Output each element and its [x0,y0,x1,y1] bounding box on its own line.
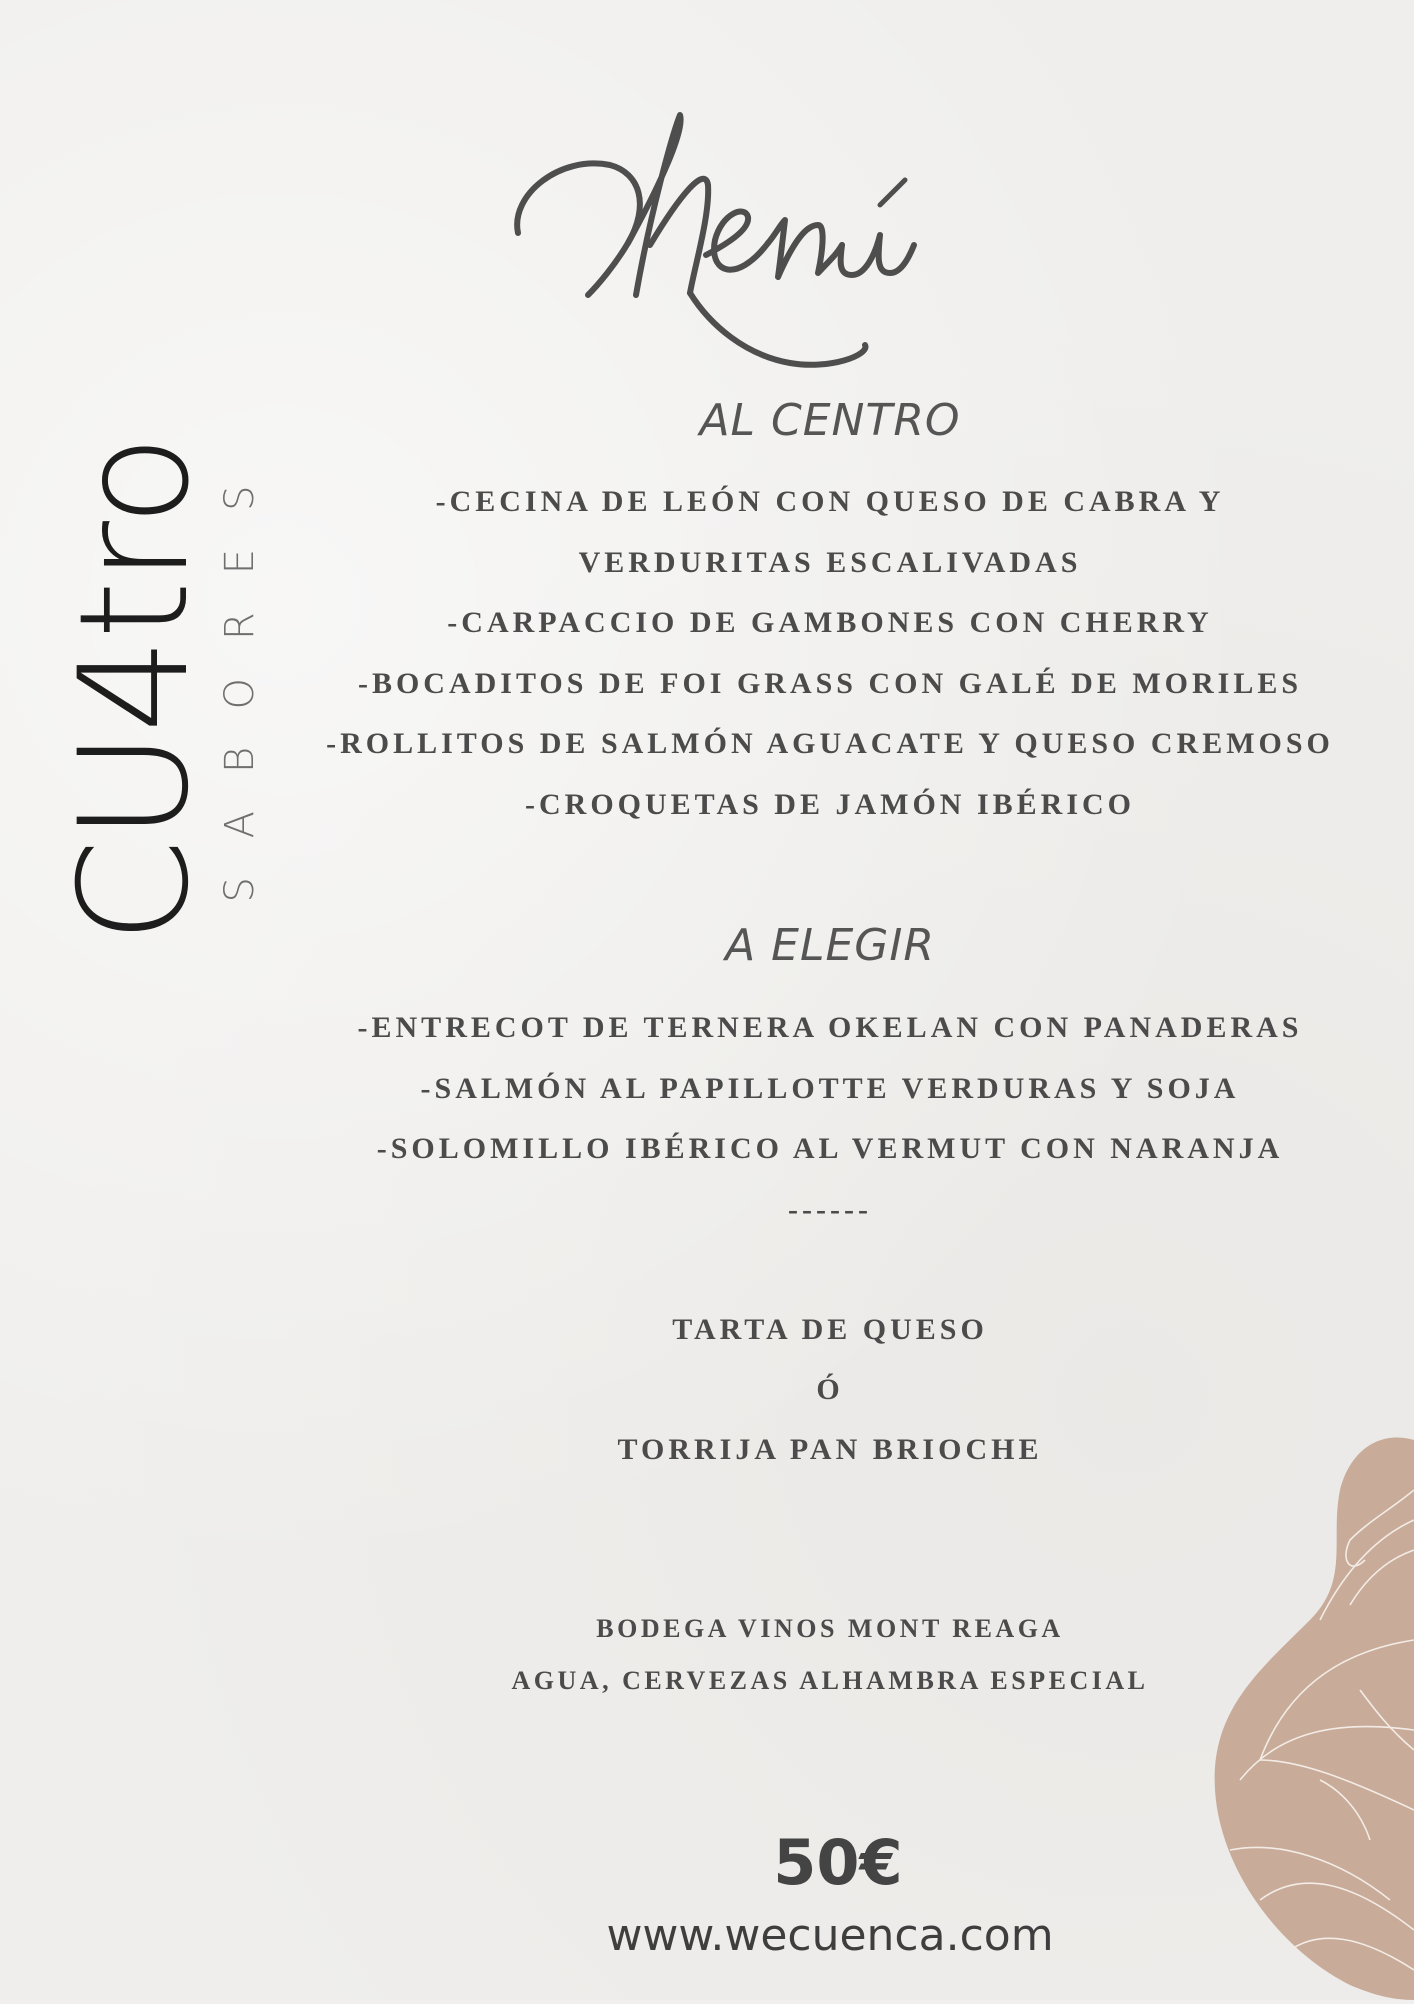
a-elegir-list [270,998,1390,1240]
menu-title-script [500,95,1000,385]
list-item: -CECINA DE LEÓN CON QUESO DE CABRA Y [435,485,1225,518]
section-title-a-elegir: A ELEGIR [725,920,935,971]
list-item: BODEGA VINOS MONT REAGA [596,1614,1064,1643]
list-item: -BOCADITOS DE FOI GRASS CON GALÉ DE MORILES [357,666,1303,700]
list-item: TARTA DE QUESO [672,1313,988,1346]
menu-title [500,95,1000,385]
list-item: -ENTRECOT DE TERNERA OKELAN CON PANADERAS [357,1011,1303,1044]
list-item: AGUA, CERVEZAS ALHAMBRA ESPECIAL [511,1666,1149,1695]
list-item: -CARPACCIO DE GAMBONES CON CHERRY [447,606,1213,639]
list-item: -CROQUETAS DE JAMÓN IBÉRICO [525,787,1135,821]
price: 50€ [773,1826,903,1899]
decorative-leaf-blob [1200,1430,1414,2000]
list-item: -SOLOMILLO IBÉRICO AL VERMUT CON NARANJA [376,1132,1284,1165]
list-item: VERDURITAS ESCALIVADAS [578,545,1082,579]
brand-name: CU4tro [48,436,222,944]
al-centro-list [270,472,1390,835]
list-item: Ó [816,1373,844,1406]
brand-tagline: SABORES [217,447,263,903]
section-title-al-centro: AL CENTRO [699,395,961,446]
list-item: -SALMÓN AL PAPILLOTTE VERDURAS Y SOJA [420,1071,1240,1105]
website-link[interactable]: www.wecuenca.com [606,1910,1054,1961]
list-item: TORRIJA PAN BRIOCHE [617,1433,1043,1466]
divider: ------ [788,1192,872,1226]
list-item: -ROLLITOS DE SALMÓN AGUACATE Y QUESO CREMOSO [326,727,1334,760]
